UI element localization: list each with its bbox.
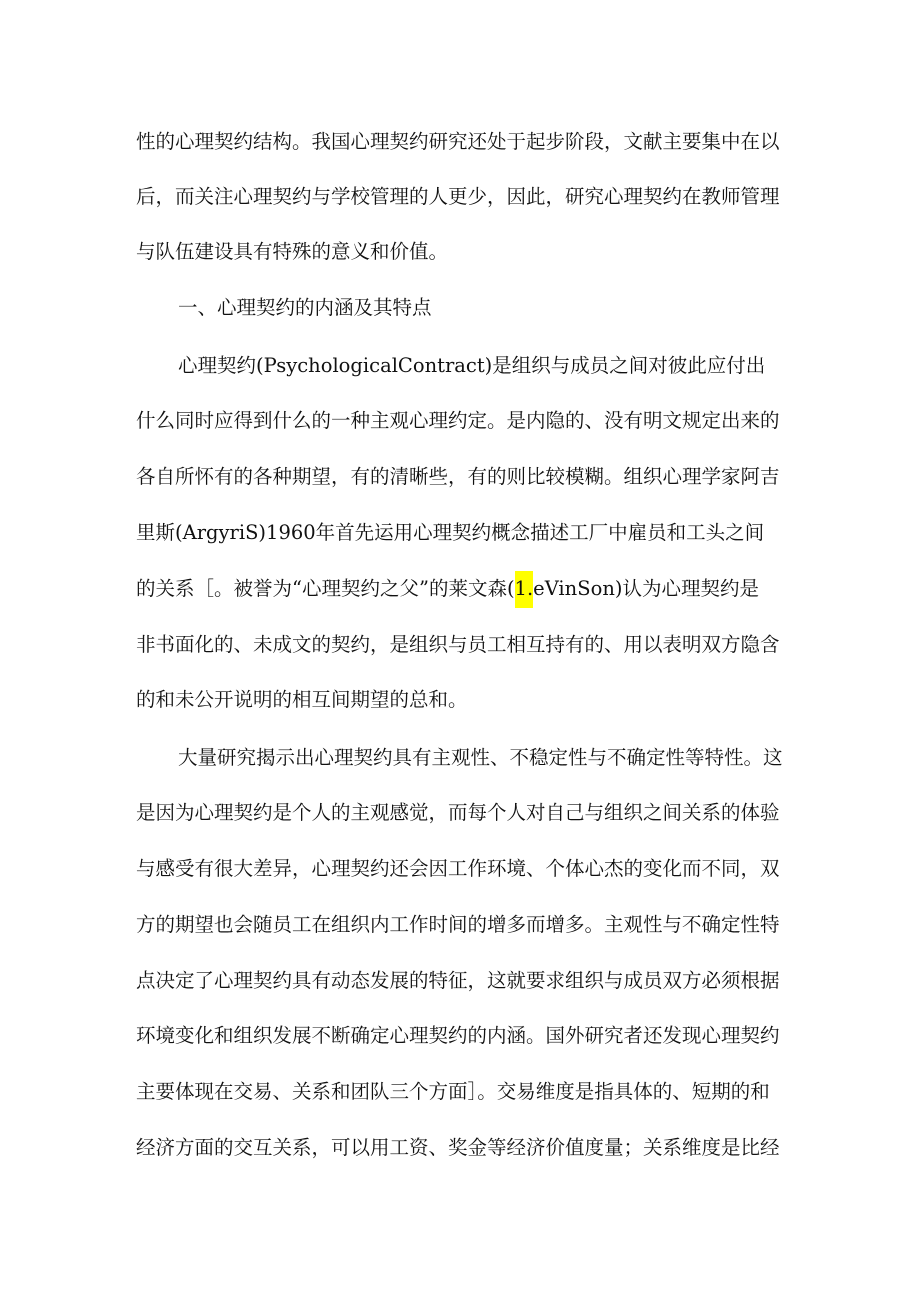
paragraph-1-line-2: 后，而关注心理契约与学校管理的人更少，因此，研究心理契约在教师管理 [136,185,780,208]
line-text-before-highlight: 的关系［。被誉为“心理契约之父”的莱文森( [136,577,515,600]
paragraph-3-line-6: 环境变化和组织发展不断确定心理契约的内涵。国外研究者还发现心理契约 [136,1024,780,1047]
paragraph-3-line-5: 点决定了心理契约具有动态发展的特征，这就要求组织与成员双方必须根据 [136,969,780,992]
paragraph-2-line-7: 的和未公开说明的相互间期望的总和。 [136,688,468,711]
paragraph-2-line-1: 心理契约(PsychologicalContract)是组织与成员之间对彼此应付出 [178,354,766,377]
paragraph-1-line-1: 性的心理契约结构。我国心理契约研究还处于起步阶段，文献主要集中在以 [136,130,780,153]
section-heading: 一、心理契约的内涵及其特点 [178,296,432,319]
highlighted-text: 1. [515,571,534,608]
paragraph-3-line-1: 大量研究揭示出心理契约具有主观性、不稳定性与不确定性等特性。这 [178,746,783,769]
paragraph-3-line-3: 与感受有很大差异，心理契约还会因工作环境、个体心杰的变化而不同，双 [136,857,780,880]
paragraph-2-line-6: 非书面化的、未成文的契约，是组织与员工相互持有的、用以表明双方隐含 [136,633,780,656]
paragraph-3-line-8: 经济方面的交互关系，可以用工资、奖金等经济价值度量；关系维度是比经 [136,1136,780,1159]
paragraph-2-line-5 [136,575,759,603]
paragraph-3-line-7: 主要体现在交易、关系和团队三个方面］。交易维度是指具体的、短期的和 [136,1080,770,1103]
paragraph-2-line-3: 各自所怀有的各种期望，有的清晰些，有的则比较模糊。组织心理学家阿吉 [136,465,780,488]
paragraph-3-line-2: 是因为心理契约是个人的主观感觉，而每个人对自己与组织之间关系的体验 [136,801,780,824]
paragraph-1-line-3: 与队伍建设具有特殊的意义和价值。 [136,240,449,263]
line-text-after-highlight: eVinSon)认为心理契约是 [533,577,759,600]
paragraph-2-line-4: 里斯(ArgyriS)1960年首先运用心理契约概念描述工厂中雇员和工头之间 [136,521,765,544]
paragraph-3-line-4: 方的期望也会随员工在组织内工作时间的增多而增多。主观性与不确定性特 [136,913,780,936]
paragraph-2-line-2: 什么同时应得到什么的一种主观心理约定。是内隐的、没有明文规定出来的 [136,409,780,432]
